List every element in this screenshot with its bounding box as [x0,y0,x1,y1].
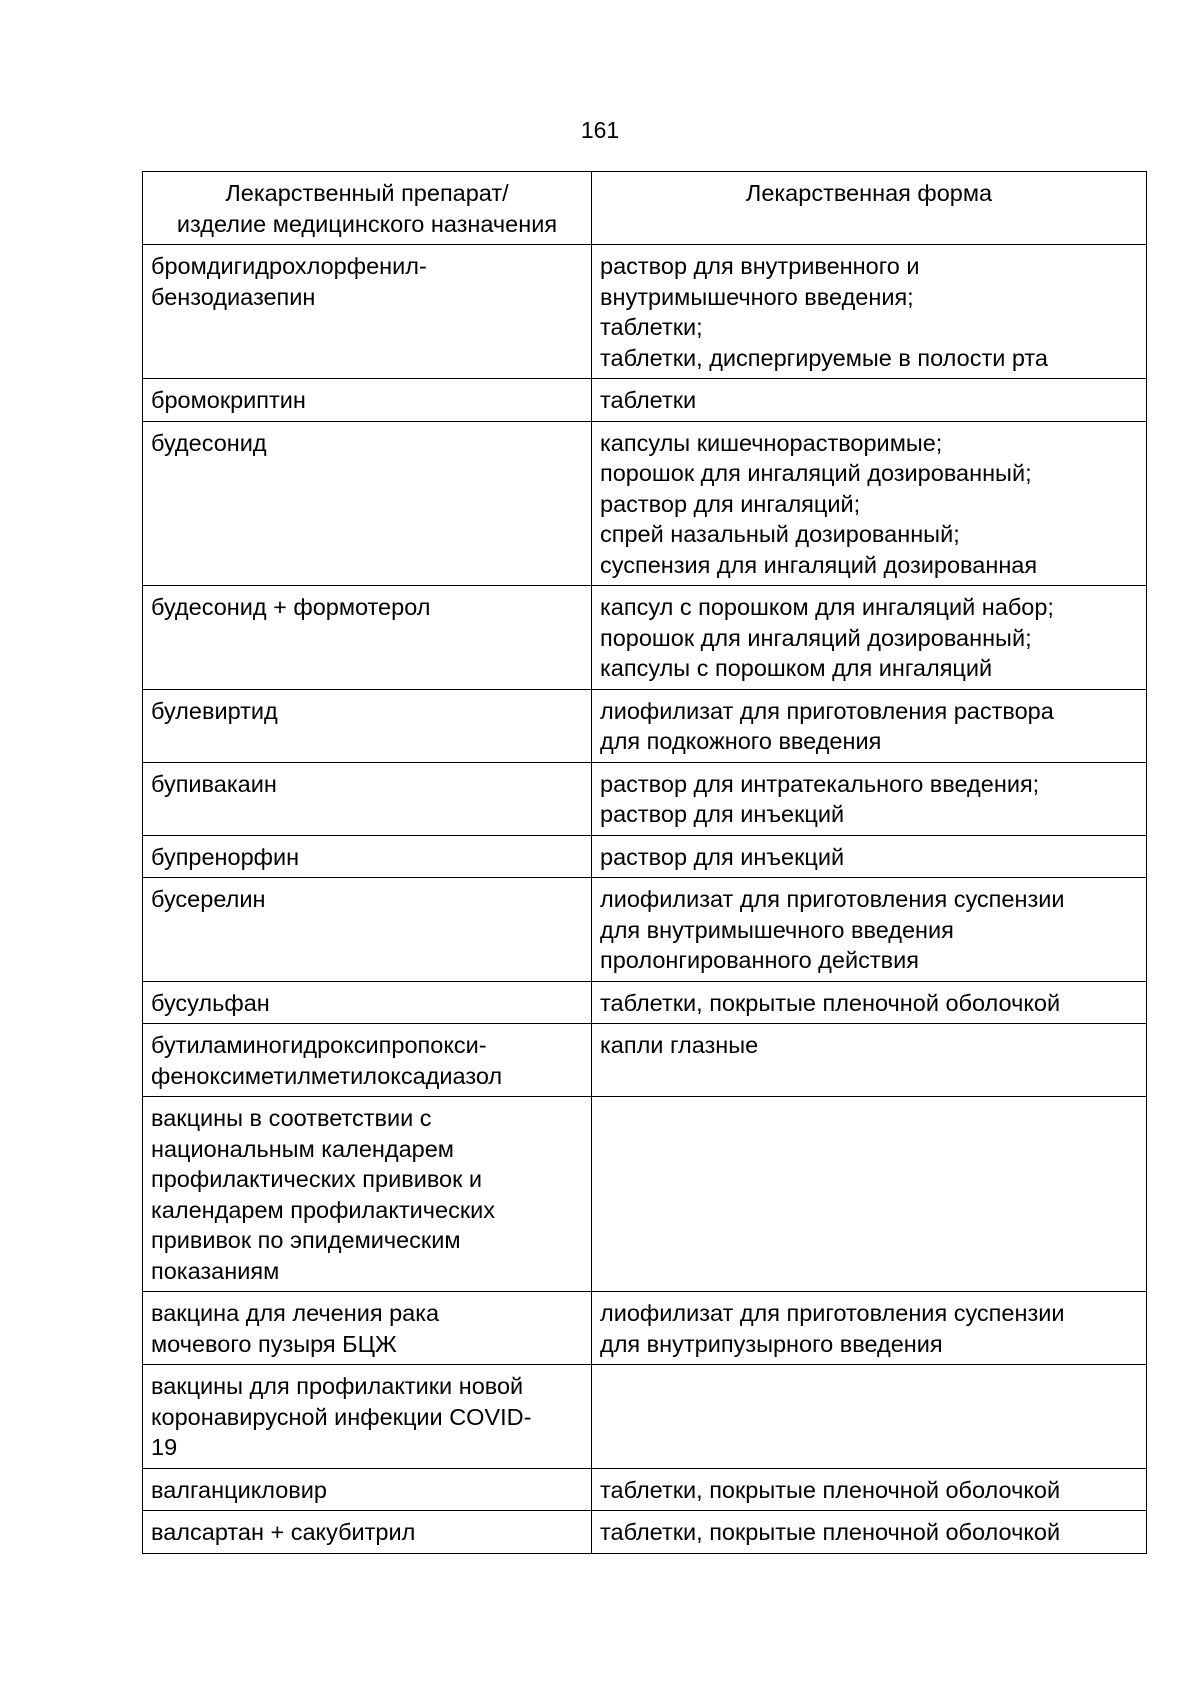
form-cell: лиофилизат для приготовления суспензии для внутримышечного введения пролонгированного действия [592,878,1147,982]
table-row [143,379,1147,422]
header-row [143,172,1147,245]
table-row [143,981,1147,1024]
product-cell: вакцина для лечения рака мочевого пузыря БЦЖ [143,1292,592,1365]
table-row [143,1365,1147,1469]
product-cell: вакцины для профилактики новой коронавирусной инфекции COVID- 19 [143,1365,592,1469]
form-cell: капсул с порошком для ингаляций набор; порошок для ингаляций дозированный; капсулы с порошком для ингаляций [592,586,1147,690]
form-cell: лиофилизат для приготовления суспензии для внутрипузырного введения [592,1292,1147,1365]
product-cell: бутиламиногидроксипропокси- феноксиметилметилоксадиазол [143,1024,592,1097]
table-row [143,878,1147,982]
form-cell: капли глазные [592,1024,1147,1097]
form-cell: таблетки, покрытые пленочной оболочкой [592,981,1147,1024]
table-row [143,1292,1147,1365]
product-cell: валсартан + сакубитрил [143,1511,592,1554]
table-row [143,245,1147,379]
product-cell: вакцины в соответствии с национальным календарем профилактических прививок и календарем профилактических прививок по эпидемическим показаниям [143,1097,592,1292]
form-cell [592,1097,1147,1292]
form-cell: таблетки, покрытые пленочной оболочкой [592,1468,1147,1511]
table-row [143,689,1147,762]
product-cell: бромокриптин [143,379,592,422]
table-row [143,835,1147,878]
header-product: Лекарственный препарат/ изделие медицинского назначения [143,172,592,245]
table-row [143,586,1147,690]
table-row [143,1024,1147,1097]
product-cell: бусульфан [143,981,592,1024]
form-cell: таблетки [592,379,1147,422]
form-cell: раствор для интратекального введения; раствор для инъекций [592,762,1147,835]
table-row [143,1511,1147,1554]
page-number: 161 [580,117,620,143]
table-row [143,1097,1147,1292]
product-cell: бупивакаин [143,762,592,835]
product-cell: валганцикловир [143,1468,592,1511]
product-cell: бусерелин [143,878,592,982]
table-body [143,245,1147,1554]
table-header [143,172,1147,245]
form-cell: лиофилизат для приготовления раствора для подкожного введения [592,689,1147,762]
form-cell: раствор для внутривенного и внутримышечного введения; таблетки; таблетки, диспергируемые в полости рта [592,245,1147,379]
product-cell: будесонид + формотерол [143,586,592,690]
header-form: Лекарственная форма [592,172,1147,245]
table-row [143,762,1147,835]
form-cell: капсулы кишечнорастворимые; порошок для ингаляций дозированный; раствор для ингаляций; спрей назальный дозированный; суспензия для ингаляций дозированная [592,421,1147,586]
form-cell: раствор для инъекций [592,835,1147,878]
product-cell: булевиртид [143,689,592,762]
product-cell: бромдигидрохлорфенил- бензодиазепин [143,245,592,379]
table-row [143,1468,1147,1511]
product-cell: бупренорфин [143,835,592,878]
form-cell [592,1365,1147,1469]
product-cell: будесонид [143,421,592,586]
drug-table [142,171,1147,1554]
form-cell: таблетки, покрытые пленочной оболочкой [592,1511,1147,1554]
table-row [143,421,1147,586]
